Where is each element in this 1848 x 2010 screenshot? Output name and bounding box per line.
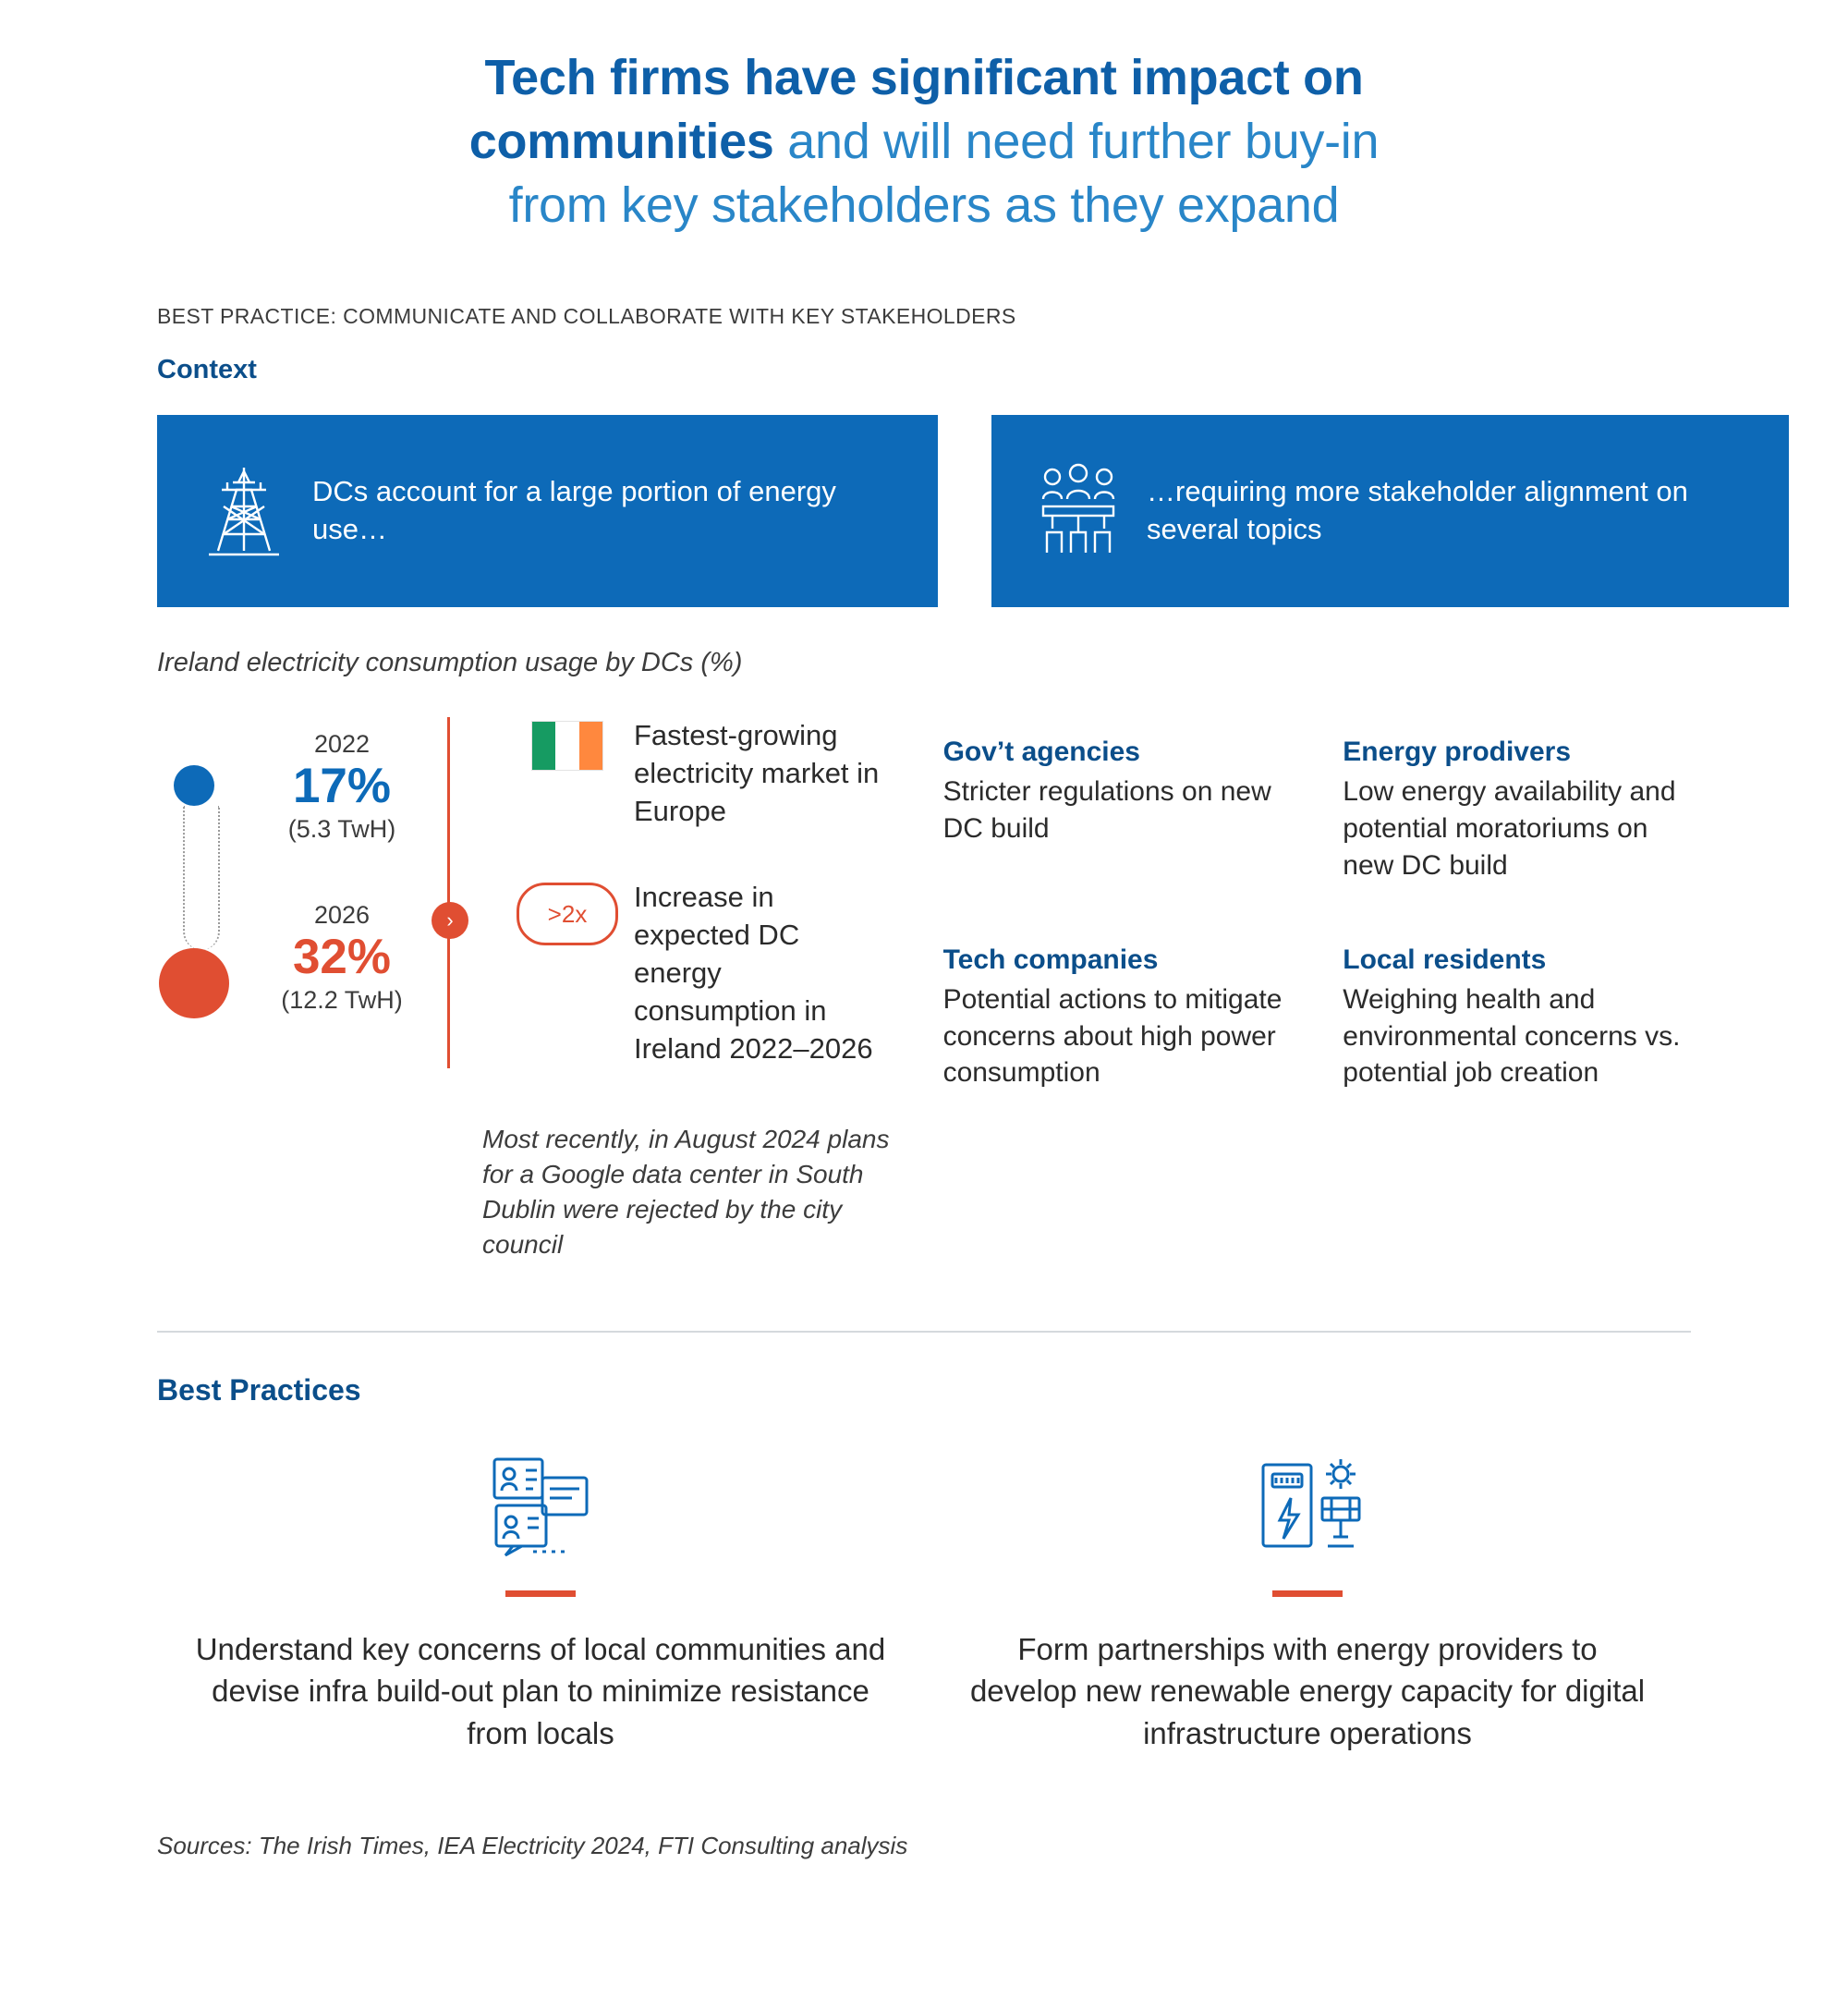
chart-title: Ireland electricity consumption usage by DCs (%) — [157, 648, 743, 678]
bubble-group — [157, 717, 249, 1067]
stakeholder-title-tech: Tech companies — [942, 944, 1159, 976]
chart-category-2022: 2022 — [313, 730, 371, 759]
pylon-icon — [188, 462, 299, 560]
title-strong-1: Tech firms have significant impact on — [484, 50, 1364, 105]
sources-note: Sources: The Irish Times, IEA Electricity 2024, FTI Consulting analysis — [157, 1832, 908, 1860]
stakeholder-title-residents: Local residents — [1343, 944, 1547, 976]
stakeholder-desc-energy: Low energy availability and potential moratoriums on new DC build — [1343, 776, 1676, 881]
stakeholder-card-energy — [1343, 737, 1691, 883]
axis-line — [447, 717, 450, 1067]
best-practice-text-energy: Form partnerships with energy providers to develop new renewable energy capacity for digital infrastructure operations — [969, 1631, 1646, 1750]
best-practice-kicker: BEST PRACTICE: COMMUNICATE AND COLLABORATE WITH KEY STAKEHOLDERS — [157, 304, 1016, 329]
title-line-1 — [157, 46, 1691, 110]
chevron-right-icon: › — [432, 902, 468, 939]
stakeholder-title-gov: Gov’t agencies — [942, 737, 1140, 768]
chart-column — [157, 648, 890, 1262]
chart-value-2026: 32% — [292, 930, 392, 985]
stakeholder-card-tech — [943, 944, 1292, 1091]
fact-item-market — [514, 717, 890, 831]
best-practices-heading: Best Practices — [157, 1372, 361, 1407]
facts-list — [490, 717, 890, 1067]
chart-value-2022: 17% — [292, 759, 392, 814]
stakeholder-desc-tech: Potential actions to mitigate concerns about high power consumption — [942, 984, 1283, 1089]
context-banner-stakeholders — [991, 415, 1789, 607]
stakeholder-desc-residents: Weighing health and environmental concerns vs. potential job creation — [1343, 984, 1681, 1089]
chart-footnote: Most recently, in August 2024 plans for a Google data center in South Dublin were rejected by the city council — [482, 1124, 890, 1259]
context-banner-energy — [157, 415, 938, 607]
body-row — [157, 648, 1691, 1262]
community-chat-icon — [194, 1444, 887, 1565]
flag-white — [555, 722, 578, 770]
bubble-2022 — [174, 765, 214, 806]
ireland-flag-icon — [514, 717, 621, 771]
timeline-axis — [434, 717, 490, 1067]
energy-station-icon — [961, 1444, 1654, 1565]
best-practice-card-energy — [924, 1444, 1691, 1755]
best-practices-row — [157, 1444, 1691, 1755]
stakeholder-title-energy: Energy prodivers — [1343, 737, 1572, 768]
chart-area — [157, 717, 890, 1067]
chart-category-2026: 2026 — [313, 901, 371, 930]
flag-orange — [579, 722, 602, 770]
context-banner-row — [157, 415, 1691, 607]
section-divider — [157, 1331, 1691, 1333]
title-line-3: from key stakeholders as they expand — [508, 177, 1340, 234]
title-line-2 — [157, 110, 1691, 174]
best-practice-text-communities: Understand key concerns of local communities and devise infra build-out plan to minimize resistance from locals — [195, 1631, 886, 1750]
best-practice-rule-1 — [505, 1590, 576, 1597]
stakeholder-card-gov — [943, 737, 1292, 883]
bubble-2026 — [159, 948, 229, 1018]
bubble-connector — [183, 806, 220, 950]
page-title — [157, 0, 1691, 238]
best-practice-card-communities — [157, 1444, 924, 1755]
chart-spacer — [249, 844, 434, 901]
fact-text-market: Fastest-growing electricity market in Europe — [634, 719, 880, 828]
fact-text-growth: Increase in expected DC energy consumption in Ireland 2022–2026 — [634, 881, 873, 1065]
stakeholder-card-residents — [1343, 944, 1691, 1091]
multiplier-badge — [514, 879, 621, 945]
stakeholder-column — [943, 648, 1691, 1262]
title-strong-2: communities — [468, 114, 774, 170]
ireland-flag — [531, 721, 603, 771]
context-banner-energy-text: DCs account for a large portion of energy use… — [312, 475, 836, 546]
stakeholder-grid — [943, 737, 1691, 1091]
stakeholder-meeting-icon — [1023, 462, 1134, 560]
title-rest-2: and will need further buy-in — [773, 114, 1380, 170]
chart-values — [249, 717, 434, 1067]
context-banner-stakeholders-text: …requiring more stakeholder alignment on several topics — [1147, 475, 1688, 546]
chart-twh-2022: (5.3 TwH) — [287, 815, 396, 844]
stakeholder-desc-gov: Stricter regulations on new DC build — [942, 776, 1271, 844]
chart-twh-2026: (12.2 TwH) — [281, 986, 403, 1015]
flag-green — [532, 722, 555, 770]
context-heading: Context — [157, 355, 257, 385]
multiplier-label: >2x — [517, 883, 618, 945]
fact-item-growth — [514, 879, 890, 1068]
best-practice-rule-2 — [1272, 1590, 1343, 1597]
